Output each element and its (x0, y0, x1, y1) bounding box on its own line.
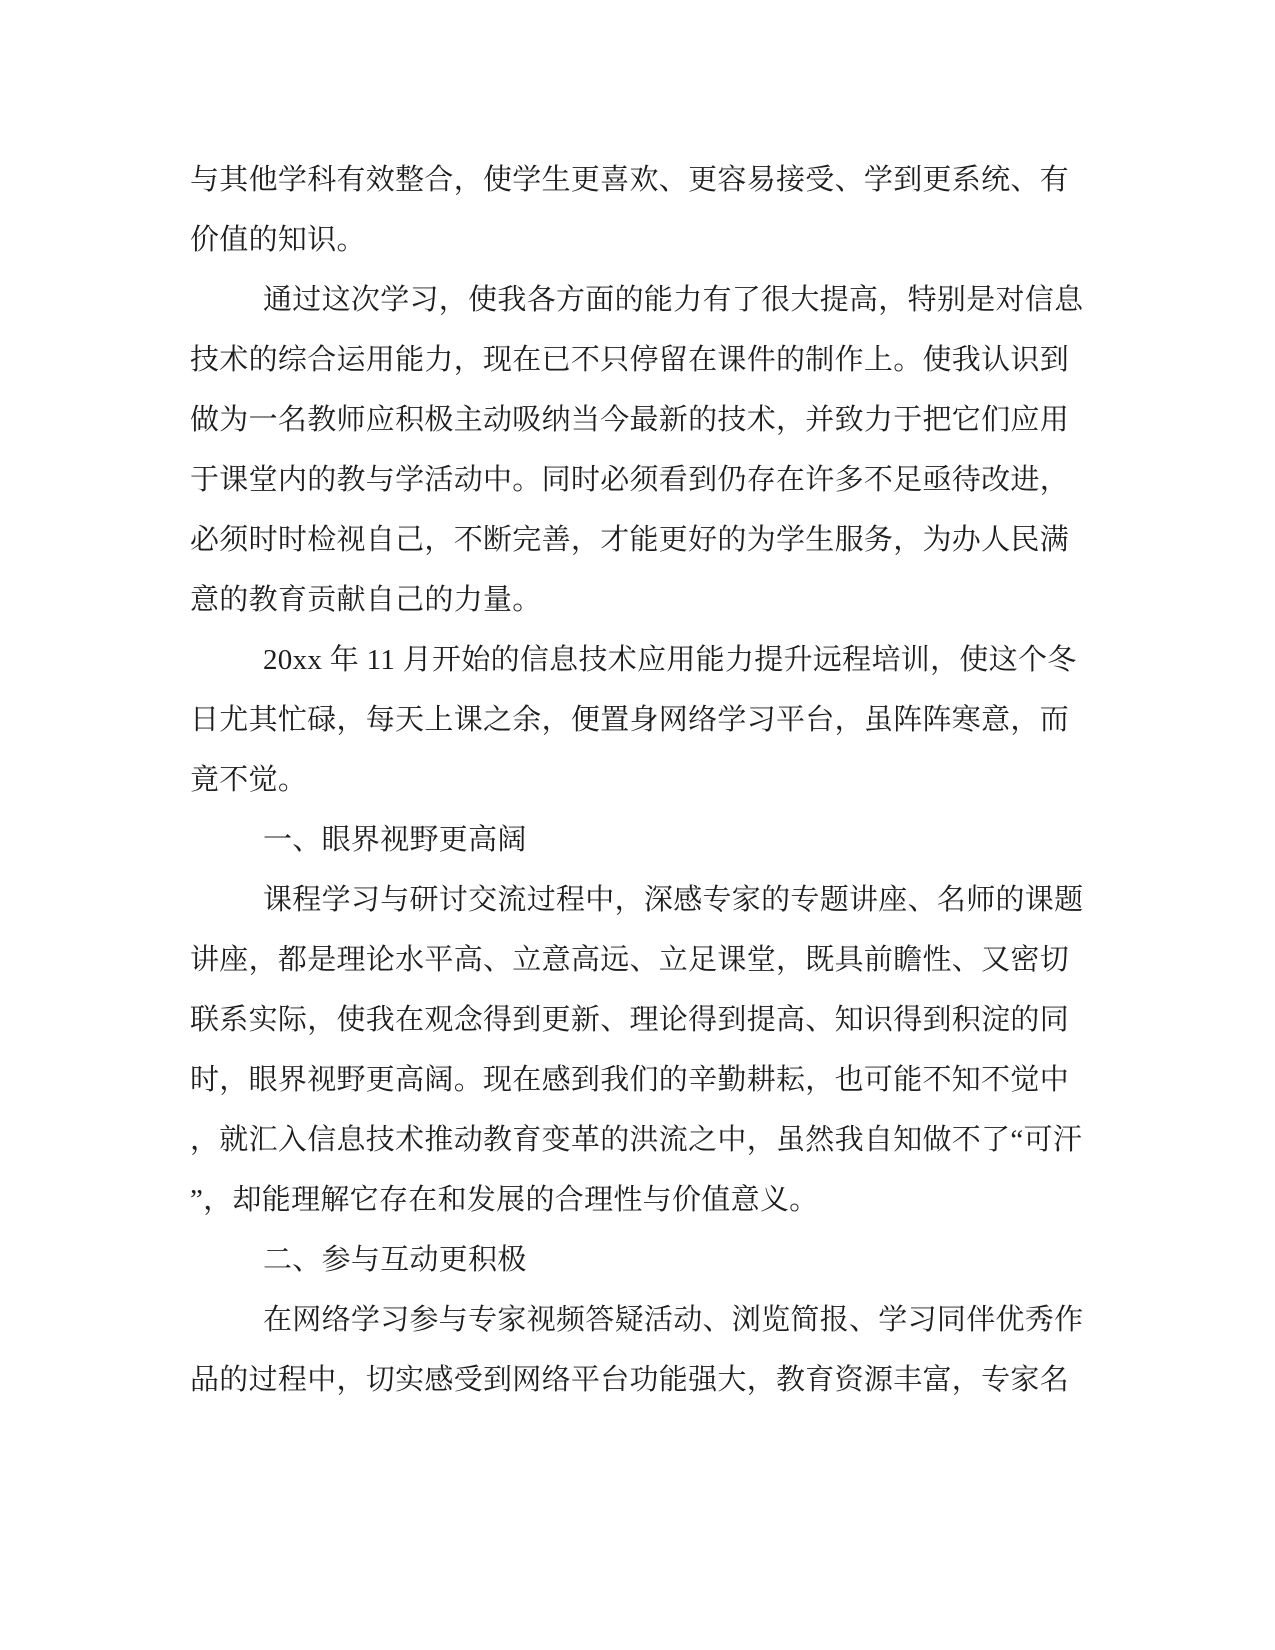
text-line: 日尤其忙碌，每天上课之余，便置身网络学习平台，虽阵阵寒意，而 (190, 704, 1070, 736)
text-line: 技术的综合运用能力，现在已不只停留在课件的制作上。使我认识到 (190, 344, 1070, 376)
text-line: 意的教育贡献自己的力量。 (190, 584, 542, 616)
text-line: 讲座，都是理论水平高、立意高远、立足课堂，既具前瞻性、又密切 (190, 944, 1070, 976)
text-line: 课程学习与研讨交流过程中，深感专家的专题讲座、名师的课题 (263, 884, 1084, 916)
text-line: 于课堂内的教与学活动中。同时必须看到仍存在许多不足亟待改进， (190, 464, 1070, 496)
text-line: 一、眼界视野更高阔 (263, 824, 527, 856)
text-line: ”，却能理解它存在和发展的合理性与价值意义。 (190, 1184, 819, 1216)
text-line: 二、参与互动更积极 (263, 1244, 527, 1276)
text-line: 在网络学习参与专家视频答疑活动、浏览简报、学习同伴优秀作 (263, 1304, 1084, 1336)
text-line: ，就汇入信息技术推动教育变革的洪流之中，虽然我自知做不了“可汗 (190, 1124, 1083, 1156)
text-line: 价值的知识。 (190, 224, 366, 256)
text-line: 品的过程中，切实感受到网络平台功能强大，教育资源丰富，专家名 (190, 1364, 1070, 1396)
text-line: 必须时时检视自己，不断完善，才能更好的为学生服务，为办人民满 (190, 524, 1070, 556)
text-line: 做为一名教师应积极主动吸纳当今最新的技术，并致力于把它们应用 (190, 404, 1070, 436)
text-line: 与其他学科有效整合，使学生更喜欢、更容易接受、学到更系统、有 (190, 164, 1070, 196)
text-line: 联系实际，使我在观念得到更新、理论得到提高、知识得到积淀的同 (190, 1004, 1070, 1036)
text-block (190, 150, 1085, 1410)
text-line: 竟不觉。 (190, 764, 308, 796)
text-line: 时，眼界视野更高阔。现在感到我们的辛勤耕耘，也可能不知不觉中 (190, 1064, 1070, 1096)
text-line: 20xx 年 11 月开始的信息技术应用能力提升远程培训，使这个冬 (263, 644, 1077, 676)
text-line: 通过这次学习，使我各方面的能力有了很大提高，特别是对信息 (263, 284, 1084, 316)
